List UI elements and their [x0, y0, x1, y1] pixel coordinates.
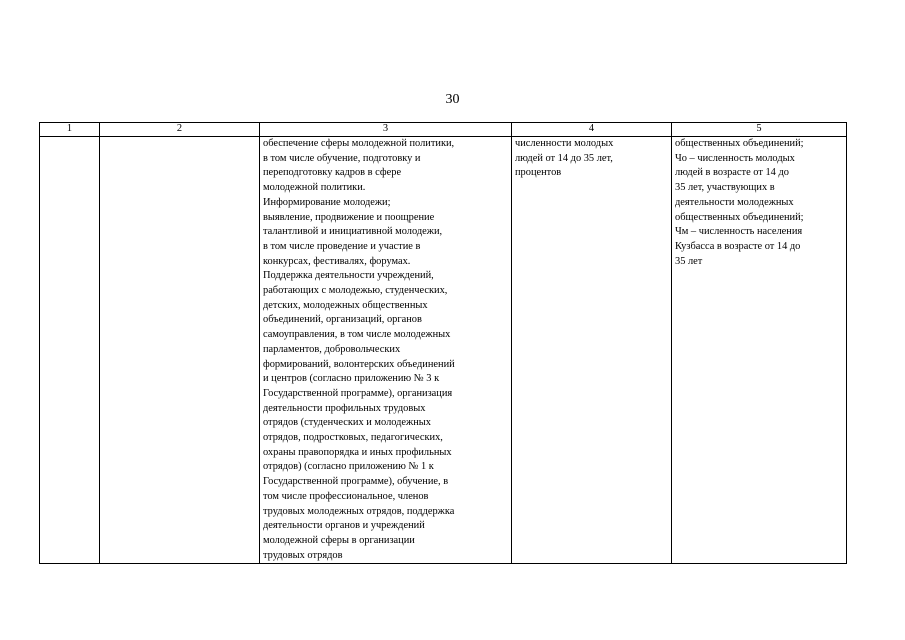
table-row	[40, 137, 847, 564]
cell-text-col4: численности молодых людей от 14 до 35 лет, процентов	[515, 138, 614, 179]
column-header-4: 4	[512, 123, 672, 137]
cell-text-col3: обеспечение сферы молодежной политики, в том числе обучение, подготовку и переподготовку кадров в сфере молодежной политики. Информирование молодежи; выявление, продвижение и поощрение талантливой и инициативной молодежи, в том числе проведение и участие в конкурсах, фестивалях, форумах. Поддержка деятельности учреждений, работающих с молодежью, студенческих, детских, молодежных общественных объединений, организаций, органов самоуправления, в том числе молодежных парламентов, добровольческих формирований, волонтерских объединений и центров (согласно приложению № 3 к Государственной программе), организация деятельности профильных трудовых отрядов (студенческих и молодежных отрядов, подростковых, педагогических, охраны правопорядка и иных профильных отрядов) (согласно приложению № 1 к Государственной программе), обучение, в том числе профессиональное, членов трудовых молодежных отрядов, поддержка деятельности органов и учреждений молодежной сферы в организации трудовых отрядов	[263, 138, 455, 561]
table-cell-col3	[260, 137, 512, 564]
table-cell-col2	[100, 137, 260, 564]
document-table	[39, 122, 847, 564]
column-header-3: 3	[260, 123, 512, 137]
table-header-row	[40, 123, 847, 137]
page-number: 30	[445, 92, 460, 107]
table-cell-col5	[672, 137, 847, 564]
table-cell-col4	[512, 137, 672, 564]
column-header-2: 2	[100, 123, 260, 137]
column-header-5: 5	[672, 123, 847, 137]
table-cell-col1	[40, 137, 100, 564]
column-header-1: 1	[40, 123, 100, 137]
cell-text-col5: общественных объединений; Чо – численность молодых людей в возрасте от 14 до 35 лет, участвующих в деятельности молодежных общественных объединений; Чм – численность населения Кузбасса в возрасте от 14 до 35 лет	[675, 138, 804, 267]
